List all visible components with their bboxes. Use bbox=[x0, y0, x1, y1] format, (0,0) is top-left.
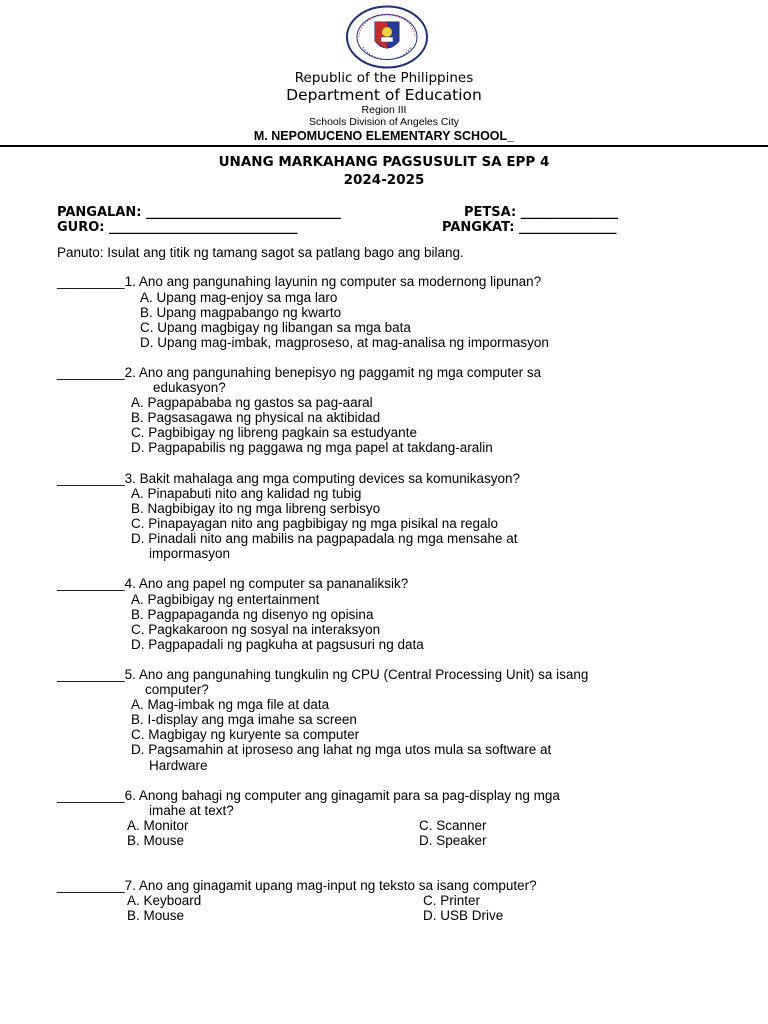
question-5: _________5. Ano ang pangunahing tungkulin ng CPU (Central Processing Unit) sa isang bbox=[57, 667, 589, 682]
school-year: 2024-2025 bbox=[343, 172, 425, 188]
question-5-cont: computer? bbox=[145, 682, 209, 697]
region-line: Region III bbox=[361, 104, 407, 116]
q2-option-b: B. Pagsasagawa ng physical na aktibidad bbox=[131, 410, 381, 425]
q2-option-a: A. Pagpapababa ng gastos sa pag-aaral bbox=[131, 395, 373, 410]
q6-option-c: C. Scanner bbox=[419, 818, 487, 833]
pangkat-field[interactable]: PANGKAT: _______________ bbox=[442, 220, 617, 235]
q3-option-d: D. Pinadali nito ang mabilis na pagpapadala ng mga mensahe at bbox=[131, 531, 518, 546]
exam-title: UNANG MARKAHANG PAGSUSULIT SA EPP 4 bbox=[218, 154, 550, 170]
department-line: Department of Education bbox=[286, 86, 482, 104]
q1-option-d: D. Upang mag-imbak, magproseso, at mag-analisa ng impormasyon bbox=[140, 335, 549, 350]
q2-option-c: C. Pagbibigay ng libreng pagkain sa estudyante bbox=[131, 425, 417, 440]
q5-option-b: B. I-display ang mga imahe sa screen bbox=[131, 712, 357, 727]
q6-option-d: D. Speaker bbox=[419, 833, 487, 848]
q7-option-c: C. Printer bbox=[423, 893, 481, 908]
question-6-cont: imahe at text? bbox=[149, 803, 234, 818]
question-4: _________4. Ano ang papel ng computer sa pananaliksik? bbox=[57, 576, 409, 591]
q7-option-a: A. Keyboard bbox=[127, 893, 202, 908]
petsa-field[interactable]: PETSA: _______________ bbox=[464, 205, 619, 220]
question-2-cont: edukasyon? bbox=[153, 380, 226, 395]
republic-line: Republic of the Philippines bbox=[294, 70, 474, 86]
q5-option-d-cont: Hardware bbox=[149, 758, 208, 773]
q5-option-d: D. Pagsamahin at iproseso ang lahat ng mga utos mula sa software at bbox=[131, 742, 552, 757]
division-line: Schools Division of Angeles City bbox=[309, 116, 459, 128]
school-name: M. NEPOMUCENO ELEMENTARY SCHOOL_ bbox=[253, 129, 515, 143]
guro-field[interactable]: GURO: _____________________________ bbox=[57, 220, 298, 235]
header-divider bbox=[0, 145, 768, 147]
q4-option-c: C. Pagkakaroon ng sosyal na interaksyon bbox=[131, 622, 381, 637]
q3-option-a: A. Pinapabuti nito ang kalidad ng tubig bbox=[131, 486, 362, 501]
deped-seal-icon bbox=[345, 5, 429, 69]
q4-option-b: B. Pagpapaganda ng disenyo ng opisina bbox=[131, 607, 374, 622]
answer-blank[interactable]: _________ bbox=[57, 788, 125, 803]
question-3: _________3. Bakit mahalaga ang mga computing devices sa komunikasyon? bbox=[57, 471, 521, 486]
answer-blank[interactable]: _________ bbox=[57, 471, 125, 486]
instructions: Panuto: Isulat ang titik ng tamang sagot sa patlang bago ang bilang. bbox=[57, 245, 464, 260]
q3-option-d-cont: impormasyon bbox=[149, 546, 231, 561]
answer-blank[interactable]: _________ bbox=[57, 878, 125, 893]
q2-option-d: D. Pagpapabilis ng paggawa ng mga papel at takdang-aralin bbox=[131, 440, 493, 455]
q7-option-b: B. Mouse bbox=[127, 908, 185, 923]
q4-option-d: D. Pagpapadali ng pagkuha at pagsusuri ng data bbox=[131, 637, 424, 652]
q6-option-b: B. Mouse bbox=[127, 833, 185, 848]
pangalan-field[interactable]: PANGALAN: ______________________________ bbox=[57, 205, 341, 220]
q1-option-a: A. Upang mag-enjoy sa mga laro bbox=[140, 290, 338, 305]
q3-option-c: C. Pinapayagan nito ang pagbibigay ng mga pisikal na regalo bbox=[131, 516, 499, 531]
q3-option-b: B. Nagbibigay ito ng mga libreng serbisyo bbox=[131, 501, 381, 516]
question-7: _________7. Ano ang ginagamit upang mag-input ng teksto sa isang computer? bbox=[57, 878, 537, 893]
q5-option-a: A. Mag-imbak ng mga file at data bbox=[131, 697, 330, 712]
answer-blank[interactable]: _________ bbox=[57, 274, 125, 289]
q4-option-a: A. Pagbibigay ng entertainment bbox=[131, 592, 320, 607]
question-6: _________6. Anong bahagi ng computer ang ginagamit para sa pag-display ng mga bbox=[57, 788, 560, 803]
question-2: _________2. Ano ang pangunahing benepisyo ng paggamit ng mga computer sa bbox=[57, 365, 542, 380]
q1-option-b: B. Upang magpabango ng kwarto bbox=[140, 305, 342, 320]
q7-option-d: D. USB Drive bbox=[423, 908, 504, 923]
answer-blank[interactable]: _________ bbox=[57, 667, 125, 682]
answer-blank[interactable]: _________ bbox=[57, 365, 125, 380]
answer-blank[interactable]: _________ bbox=[57, 576, 125, 591]
q1-option-c: C. Upang magbigay ng libangan sa mga bata bbox=[140, 320, 411, 335]
question-1: _________1. Ano ang pangunahing layunin ng computer sa modernong lipunan? bbox=[57, 274, 542, 289]
q6-option-a: A. Monitor bbox=[127, 818, 189, 833]
q5-option-c: C. Magbigay ng kuryente sa computer bbox=[131, 727, 360, 742]
